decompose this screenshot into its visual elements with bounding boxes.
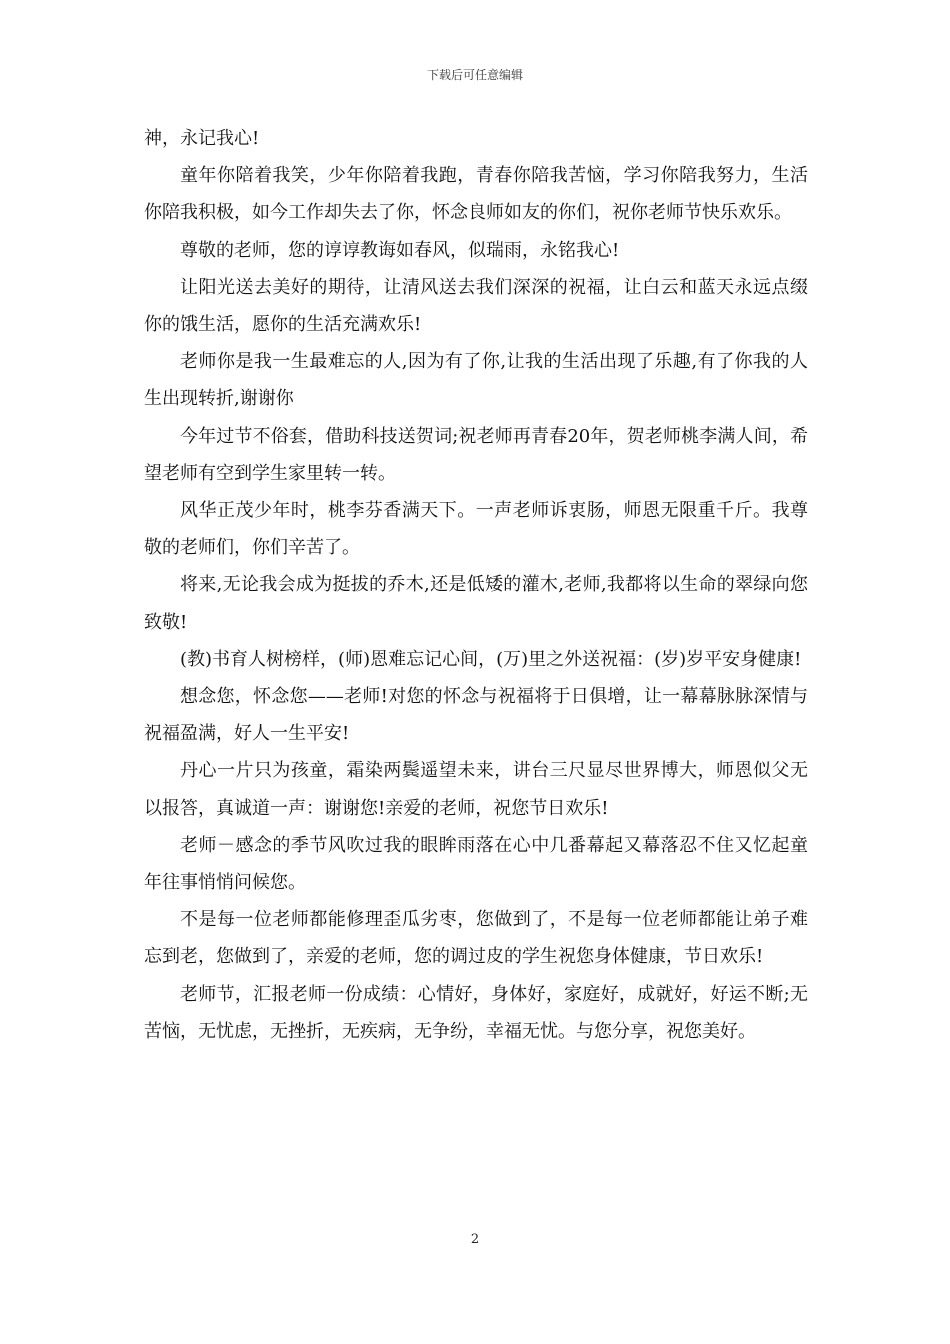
paragraph: 尊敬的老师，您的谆谆教诲如春风，似瑞雨，永铭我心! xyxy=(180,239,620,261)
paragraph: (教)书育人树榜样，(师)恩难忘记心间，(万)里之外送祝福：(岁)岁平安身健康! xyxy=(180,648,802,670)
paragraph: 老师你是我一生最难忘的人,因为有了你,让我的生活出现了乐趣,有了你我的人生出现转折,谢谢你 xyxy=(144,351,808,410)
paragraph: 老师节，汇报老师一份成绩：心情好，身体好，家庭好，成就好，好运不断;无苦恼，无忧虑，无挫折，无疾病，无争纷，幸福无忧。与您分享，祝您美好。 xyxy=(144,983,808,1042)
page-header: 下载后可任意编辑 xyxy=(426,68,523,82)
paragraph: 不是每一位老师都能修理歪瓜劣枣，您做到了，不是每一位老师都能让弟子难忘到老，您做到了，亲爱的老师，您的调过皮的学生祝您身体健康，节日欢乐! xyxy=(144,909,808,968)
paragraph: 想念您，怀念您——老师!对您的怀念与祝福将于日俱增，让一幕幕脉脉深情与祝福盈满，好人一生平安! xyxy=(144,686,808,745)
document-body xyxy=(144,120,808,1050)
paragraph: 今年过节不俗套，借助科技送贺词;祝老师再青春20年，贺老师桃李满人间，希望老师有空到学生家里转一转。 xyxy=(144,425,808,484)
paragraph: 童年你陪着我笑，少年你陪着我跑，青春你陪我苦恼，学习你陪我努力，生活你陪我积极，如今工作却失去了你，怀念良师如友的你们，祝你老师节快乐欢乐。 xyxy=(144,165,808,224)
page-number: 2 xyxy=(470,1232,480,1247)
paragraph: 将来,无论我会成为挺拔的乔木,还是低矮的灌木,老师,我都将以生命的翠绿向您致敬! xyxy=(144,574,808,633)
paragraph: 丹心一片只为孩童，霜染两鬓遥望未来，讲台三尺显尽世界博大，师恩似父无以报答，真诚道一声：谢谢您!亲爱的老师，祝您节日欢乐! xyxy=(144,760,808,819)
paragraph: 风华正茂少年时，桃李芬香满天下。一声老师诉衷肠，师恩无限重千斤。我尊敬的老师们，你们辛苦了。 xyxy=(144,500,808,559)
paragraph: 老师－感念的季节风吹过我的眼眸雨落在心中几番幕起又幕落忍不住又忆起童年往事悄悄问候您。 xyxy=(144,834,808,894)
paragraph: 神，永记我心! xyxy=(144,128,260,149)
paragraph: 让阳光送去美好的期待，让清风送去我们深深的祝福，让白云和蓝天永远点缀你的饿生活，愿你的生活充满欢乐! xyxy=(144,276,808,336)
